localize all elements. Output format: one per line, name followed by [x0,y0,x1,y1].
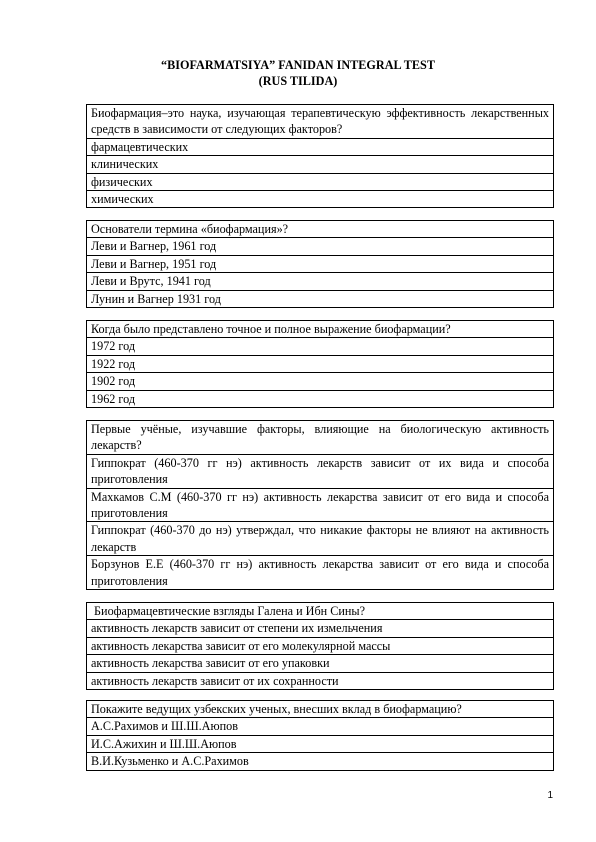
answer-option: Леви и Врутс, 1941 год [87,273,554,290]
answer-row [87,173,554,190]
answer-option: активность лекарств зависит от степени их измельчения [87,620,554,637]
question-row [87,421,554,455]
answer-row [87,355,554,372]
answer-row [87,718,554,735]
answer-row [87,735,554,752]
title-line: “BIOFARMATSIYA” FANIDAN INTEGRAL TEST [161,58,435,72]
question-row [87,105,554,139]
answer-option: Борзунов Е.Е (460-370 гг нэ) активность лекарства зависит от его вида и способа приготовления [87,556,554,590]
answer-option: 1972 год [87,338,554,355]
answer-row [87,620,554,637]
answer-option: активность лекарства зависит от его молекулярной массы [87,637,554,654]
answer-row [87,373,554,390]
question-row [87,221,554,238]
answer-row [87,238,554,255]
answer-row [87,156,554,173]
answer-row [87,753,554,770]
question-row [87,321,554,338]
question-table-1 [86,104,554,208]
answer-row [87,556,554,590]
question-table-4 [86,420,554,590]
answer-row [87,338,554,355]
question-text: Биофармацевтические взгляды Галена и Ибн Сины? [87,603,554,620]
question-text: Покажите ведущих узбекских ученых, внесших вклад в биофармацию? [87,701,554,718]
answer-row [87,522,554,556]
answer-option: 1962 год [87,390,554,407]
answer-option: фармацевтических [87,138,554,155]
answer-option: 1902 год [87,373,554,390]
answer-option: Махкамов С.М (460-370 гг нэ) активность лекарства зависит от его вида и способа приготовления [87,488,554,522]
answer-row [87,655,554,672]
question-table-6 [86,700,554,771]
question-text: Первые учёные, изучавшие факторы, влияющие на биологическую активность лекарств? [87,421,554,455]
answer-option: Лунин и Вагнер 1931 год [87,290,554,307]
question-text: Биофармация–это наука, изучающая терапевтическую эффективность лекарственных средств в зависимости от следующих факторов? [87,105,554,139]
page-number: 1 [547,790,553,801]
answer-option: клинических [87,156,554,173]
answer-option: 1922 год [87,355,554,372]
answer-row [87,191,554,208]
answer-row [87,637,554,654]
answer-option: Леви и Вагнер, 1951 год [87,255,554,272]
answer-option: Гиппократ (460-370 до нэ) утверждал, что никакие факторы не влияют на активность лекарств [87,522,554,556]
answer-option: Леви и Вагнер, 1961 год [87,238,554,255]
document-title [0,57,596,89]
question-row [87,603,554,620]
answer-option: А.С.Рахимов и Ш.Ш.Аюпов [87,718,554,735]
answer-option: химических [87,191,554,208]
answer-option: активность лекарств зависит от их сохранности [87,672,554,689]
answer-row [87,454,554,488]
answer-row [87,488,554,522]
question-row [87,701,554,718]
answer-row [87,672,554,689]
answer-row [87,290,554,307]
answer-option: физических [87,173,554,190]
question-table-3 [86,320,554,408]
subtitle-line: (RUS TILIDA) [258,74,338,88]
answer-row [87,138,554,155]
question-table-5 [86,602,554,690]
question-text: Основатели термина «биофармация»? [87,221,554,238]
answer-row [87,390,554,407]
question-text: Когда было представлено точное и полное выражение биофармации? [87,321,554,338]
answer-option: И.С.Ажихин и Ш.Ш.Аюпов [87,735,554,752]
answer-option: Гиппократ (460-370 гг нэ) активность лекарств зависит от их вида и способа приготовления [87,454,554,488]
question-table-2 [86,220,554,308]
answer-row [87,255,554,272]
answer-option: В.И.Кузьменко и А.С.Рахимов [87,753,554,770]
answer-row [87,273,554,290]
answer-option: активность лекарства зависит от его упаковки [87,655,554,672]
